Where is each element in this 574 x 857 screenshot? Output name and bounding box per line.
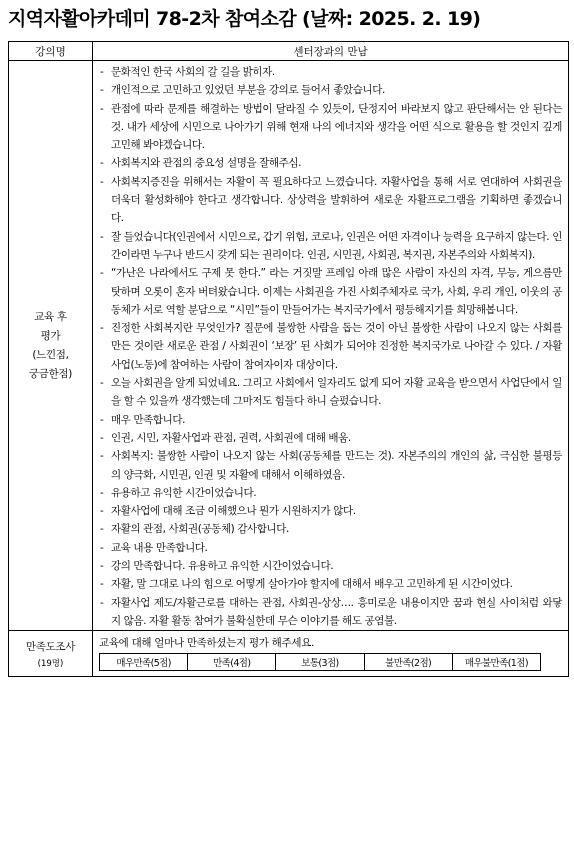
- document-title: 지역자활아카데미 78-2차 참여소감 (날짜: 2025. 2. 19): [8, 8, 481, 30]
- feedback-item: - 잘 들었습니다(인권에서 시민으로, 갑기 위험, 코로나, 인권은 어떤 자격이나 능력을 요구하지 않는다. 인간이라면 누구나 반드시 갖게 되는 권리이다. 인권, 시민권, 사회권, 복지권, 자본주의와 사회복지).: [99, 228, 562, 265]
- respondent-count: (19명): [37, 659, 64, 670]
- feedback-item: - 오늘 사회권을 알게 되었네요. 그리고 사회에서 일자리도 없게 되어 자활 교육을 받으면서 사업단에서 일을 할 수 있을까 생각했는데 그마저도 힘들다 하니 슬펐습니다.: [99, 374, 562, 411]
- evaluation-label-line: (느낀점,: [32, 348, 69, 361]
- feedback-item: - 자활, 말 그대로 나의 힘으로 어떻게 살아가야 할지에 대해서 배우고 고민하게 된 시간이었다.: [99, 575, 562, 593]
- rating-option-satisfied[interactable]: 만족(4점): [188, 654, 276, 671]
- satisfaction-label: 만족도조사: [25, 641, 76, 654]
- feedback-item: - 교육 내용 만족합니다.: [99, 539, 562, 557]
- header-row: [9, 42, 569, 61]
- evaluation-label-line: 교육 후: [34, 310, 67, 323]
- feedback-item: - 유용하고 유익한 시간이었습니다.: [99, 484, 562, 502]
- rating-option-dissatisfied[interactable]: 불만족(2점): [364, 654, 452, 671]
- feedback-item: - 관점에 따라 문제를 해결하는 방법이 달라질 수 있듯이, 단정지어 바라보지 않고 판단해서는 안 된다는 것. 내가 세상에 시민으로 나아가기 위해 현재 나의 에너지와 생각을 어떤 식으로 활용을 할 것인지 깊게 고민해 봐야겠습니다.: [99, 100, 562, 155]
- feedback-item: - 인권, 시민, 자활사업과 관점, 권력, 사회권에 대해 배움.: [99, 429, 562, 447]
- feedback-item: - 매우 만족합니다.: [99, 411, 562, 429]
- satisfaction-question: 교육에 대해 얼마나 만족하셨는지 평가 해주세요.: [99, 637, 315, 650]
- feedback-item: - 진정한 사회복지란 무엇인가? 질문에 불쌍한 사람을 돕는 것이 아닌 불쌍한 사람이 나오지 않는 사회를 만든 것이란 새로운 관점 / 사회권이 ‘보장’ 된 사회가 되어야 진정한 복지국가로 나아갈 수 있다. / 자활사업(노동)에 참여하는 사람이 참여자이자 대상이다.: [99, 319, 562, 374]
- feedback-item: - 자활의 관점, 사회권(공동체) 감사합니다.: [99, 520, 562, 538]
- lecture-name-header: 강의명: [9, 42, 93, 61]
- feedback-items-cell: [93, 61, 569, 631]
- evaluation-label-line: 궁금한점): [28, 367, 73, 380]
- feedback-item: - 사회복지: 불쌍한 사람이 나오지 않는 사회(공동체를 만드는 것). 자본주의의 개인의 삶, 극심한 불평등의 양극화, 시민권, 인권 및 자활에 대해서 이해하였음.: [99, 447, 562, 484]
- feedback-list: [99, 63, 562, 630]
- evaluation-row: [9, 61, 569, 631]
- feedback-item: - 사회복지와 관점의 중요성 설명을 잘해주심.: [99, 154, 562, 172]
- feedback-item: - 자활사업 제도/자활근로를 대하는 관점, 사회권-상상…. 흥미로운 내용이지만 꿈과 현실 사이처럼 와닿지 않음. 자활 활동 참여가 불확실한데 무슨 이야기를 해도 공염불.: [99, 594, 562, 631]
- satisfaction-label-cell: [9, 631, 93, 677]
- rating-option-very-dissatisfied[interactable]: 매우불만족(1점): [452, 654, 540, 671]
- satisfaction-row: [9, 631, 569, 677]
- evaluation-label: [9, 61, 93, 631]
- evaluation-label-line: 평가: [40, 329, 61, 342]
- rating-options: [99, 653, 541, 671]
- feedback-item: - “가난은 나라에서도 구제 못 한다.” 라는 거짓말 프레임 아래 많은 사람이 자신의 자격, 무능, 게으름만 탓하며 오롯이 혼자 버텨왔습니다. 이제는 사회권을 가진 사회주체자로 국가, 사회, 우리 개인, 이웃의 공동체가 서로 역할 분담으로 “시민”들이 만들어가는 복지국가에서 평등해지기를 희망해봅니다.: [99, 264, 562, 319]
- feedback-item: - 문화적인 한국 사회의 갈 길을 밝히자.: [99, 63, 562, 81]
- feedback-item: - 자활사업에 대해 조금 이해했으나 뭔가 시원하지가 않다.: [99, 502, 562, 520]
- rating-option-neutral[interactable]: 보통(3점): [276, 654, 364, 671]
- feedback-table: [8, 41, 569, 677]
- rating-option-very-satisfied[interactable]: 매우만족(5점): [100, 654, 188, 671]
- feedback-item: - 사회복지증진을 위해서는 자활이 꼭 필요하다고 느꼈습니다. 자활사업을 통해 서로 연대하여 사회권을 더욱더 활성화해야 한다고 생각합니다. 상상력을 발휘하여 새로운 자활프로그램을 기획하면 좋겠습니다.: [99, 173, 562, 228]
- satisfaction-cell: [93, 631, 569, 677]
- feedback-item: - 개인적으로 고민하고 있었던 부분을 강의로 들어서 좋았습니다.: [99, 81, 562, 99]
- lecture-title: 센터장과의 만남: [93, 42, 569, 61]
- feedback-item: - 강의 만족합니다. 유용하고 유익한 시간이었습니다.: [99, 557, 562, 575]
